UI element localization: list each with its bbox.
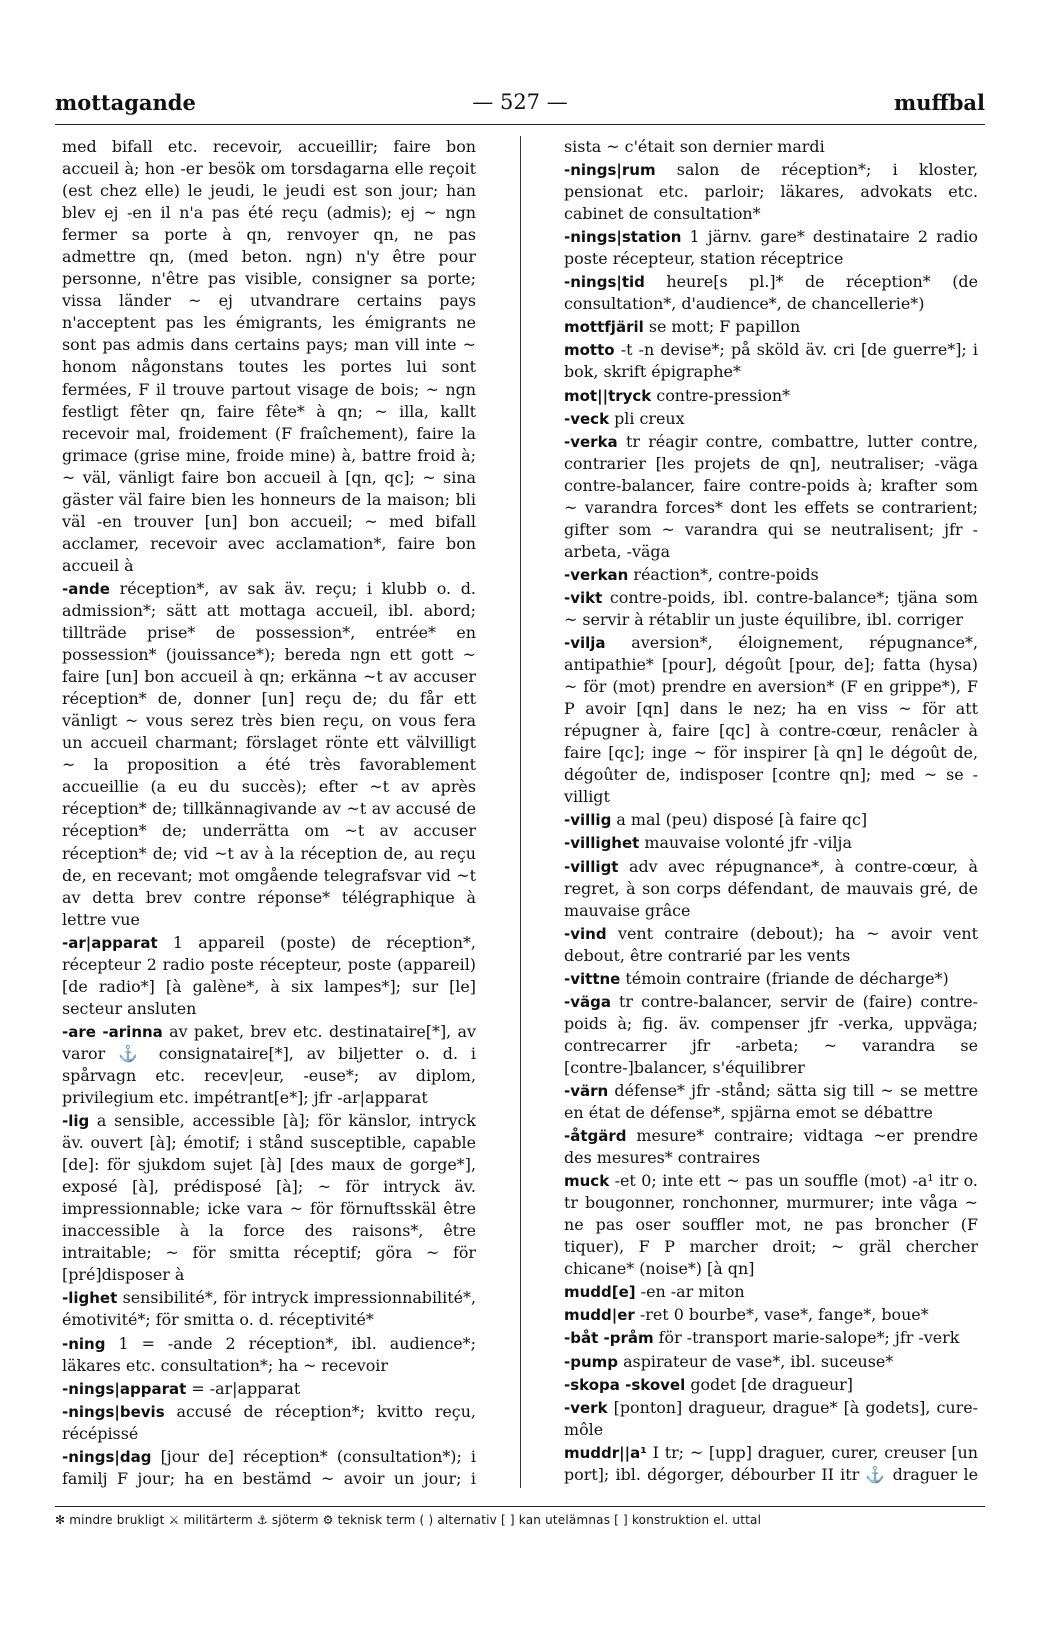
entry-headword: -villig bbox=[564, 811, 612, 830]
entry-text: réception*, av sak äv. reçu; i klubb o. d. admission*; sätt att mottaga accueil, ibl. abord; tillträde prise* de possession*, entrée* en possession* (jouissance*); bereda ngn ett gott ~ faire [un] bon accueil à qn; erkänna ~t av accuser réception* de, donner [un] reçu de; du får ett vänligt ~ vous serez très bien reçu, on vous fera un accueil charmant; förslaget rönte ett välvilligt ~ la proposition a été très favorablement accueillie (a eu du succès); efter ~t av après réception* de; tillkännagivande av ~t av accusé de réception* de; underrätta om ~t av accuser réception* de; vid ~t av à la réception de, au reçu de, en recevant; mot omgående telegrafsvar vid ~t av detta brev contre réponse* télégraphique à lettre vue bbox=[62, 578, 476, 929]
entry-text: I tr; ~ [upp] draguer, curer, creuser [un port]; ibl. dégorger, débourber II itr ⚓ draguer le bbox=[564, 1442, 978, 1484]
dictionary-entry bbox=[564, 159, 978, 225]
entry-headword: mudd|er bbox=[564, 1306, 635, 1325]
dictionary-entry bbox=[62, 1021, 476, 1109]
entry-text: sensibilité*, för intryck impressionnabilité*, émotivité*; för smitta o. d. réceptivité* bbox=[62, 1288, 476, 1330]
entry-text: a mal (peu) disposé [à faire qc] bbox=[616, 810, 868, 830]
dictionary-entry bbox=[62, 1287, 476, 1331]
entry-text: aversion*, éloignement, répugnance*, antipathie* [pour], dégoût [pour, de]; fatta (hysa) ~ för (mot) prendre en aversion* (F en grippe*), F P avoir [qn] dans le nez; ha en viss ~ för att répugner à, faire [qc] à contre-cœur, renâcler à faire [qc]; inge ~ för inspirer [à qn] le dégoût de, dégoûter de, indisposer [contre qn]; med ~ se -villigt bbox=[564, 633, 978, 807]
entry-text: tr contre-balancer, servir de (faire) contre-poids à; fig. äv. compenser jfr -verka, uppväga; contrecarrer jfr -arbeta; ~ varandra se [contre-]balancer, s'équilibrer bbox=[564, 991, 978, 1077]
dictionary-entry bbox=[564, 587, 978, 631]
dictionary-entry bbox=[564, 271, 978, 315]
dictionary-entry bbox=[564, 408, 978, 430]
entry-headword: -villighet bbox=[564, 834, 640, 853]
entry-headword: -båt -pråm bbox=[564, 1329, 654, 1348]
dictionary-entry bbox=[564, 1351, 978, 1373]
entry-text: 1 järnv. gare* destinataire 2 radio poste récepteur, station réceptrice bbox=[564, 227, 978, 269]
entry-text: adv avec répugnance*, à contre-cœur, à regret, à son corps défendant, de mauvais gré, de mauvaise grâce bbox=[564, 856, 978, 920]
entry-text: 1 = -ande 2 réception*, ibl. audience*; läkares etc. consultation*; ha ~ recevoir bbox=[62, 1333, 476, 1375]
dictionary-entry bbox=[564, 1327, 978, 1349]
dictionary-entry bbox=[564, 1281, 978, 1303]
entry-text: [ponton] dragueur, drague* [à godets], cure-môle bbox=[564, 1397, 978, 1439]
dictionary-entry bbox=[564, 339, 978, 383]
dictionary-entry bbox=[564, 809, 978, 831]
entry-text: mauvaise volonté jfr -vilja bbox=[644, 833, 852, 853]
entry-text: mesure* contraire; vidtaga ~er prendre des mesures* contraires bbox=[564, 1126, 978, 1168]
entry-headword: motto bbox=[564, 341, 615, 360]
entry-headword: -nings|rum bbox=[564, 161, 656, 180]
entry-text: för -transport marie-salope*; jfr -verk bbox=[658, 1328, 960, 1348]
entry-text: a sensible, accessible [à]; för känslor, intryck äv. ouvert [à]; émotif; i stånd susceptible, capable [de]: för sjukdom sujet [à] [des maux de gorge*], exposé [à], prédisposé [à]; ~ för intryck äv. impressionnable; icke vara ~ för förnuftsskäl être inaccessible à la force des raisons*, être intraitable; ~ för smitta réceptif; göra ~ för [pré]disposer à bbox=[62, 1111, 476, 1285]
entry-headword: muddr||a¹ bbox=[564, 1443, 647, 1462]
entry-text: témoin contraire (friande de décharge*) bbox=[625, 968, 949, 988]
dictionary-entry bbox=[564, 564, 978, 586]
entry-text: accusé de réception*; kvitto reçu, récépissé bbox=[62, 1401, 476, 1443]
entry-text: -en -ar miton bbox=[640, 1282, 745, 1302]
dictionary-entry bbox=[564, 968, 978, 990]
entry-text: av paket, brev etc. destinataire[*], av varor ⚓ consignataire[*], av biljetter o. d. i spårvagn etc. recev|eur, -euse*; av diplom, privilegium etc. impétrant[e*]; jfr -ar|apparat bbox=[62, 1021, 476, 1108]
dictionary-entry bbox=[564, 226, 978, 270]
dictionary-entry bbox=[564, 856, 978, 922]
entry-headword: -ande bbox=[62, 579, 110, 598]
entry-headword: -vittne bbox=[564, 969, 621, 988]
dictionary-entry bbox=[564, 1125, 978, 1169]
entry-text: pli creux bbox=[614, 408, 685, 428]
dictionary-entry bbox=[62, 1401, 476, 1445]
entry-text: heure[s pl.]* de réception* (de consultation*, d'audience*, de chancellerie*) bbox=[564, 272, 978, 314]
dictionary-entry bbox=[564, 431, 978, 563]
entry-text: = -ar|apparat bbox=[191, 1378, 301, 1398]
entry-headword: -åtgärd bbox=[564, 1127, 627, 1146]
entry-text: salon de réception*; i kloster, pensionat etc. parloir; läkares, advokats etc. cabinet de consultation* bbox=[564, 160, 978, 224]
entry-headword: -vind bbox=[564, 924, 607, 943]
entry-headword: -väga bbox=[564, 992, 611, 1011]
entry-text: défense* jfr -stånd; sätta sig till ~ se mettre en état de défense*, spjärna emot se débattre bbox=[564, 1080, 978, 1123]
dictionary-entry bbox=[564, 632, 978, 808]
entry-text: sista ~ c'était son dernier mardi bbox=[564, 137, 825, 156]
column-divider bbox=[520, 136, 521, 1488]
dictionary-entry bbox=[564, 1397, 978, 1441]
dictionary-entry bbox=[62, 932, 476, 1020]
entry-headword: -värn bbox=[564, 1081, 609, 1100]
page-number: — 527 — bbox=[472, 90, 568, 114]
entry-headword: -verk bbox=[564, 1398, 608, 1417]
dictionary-entry bbox=[62, 1378, 476, 1400]
dictionary-entry bbox=[62, 1446, 476, 1488]
entry-text: tr réagir contre, combattre, lutter contre, contrarier [les projets de qn], neutraliser; -väga contre-balancer, faire contre-poids à; krafter som ~ varandra forces* dont les effets se contrarient; gifter som ~ varandra qui se neutralisent; jfr -arbeta, -väga bbox=[564, 431, 978, 561]
dictionary-entry bbox=[62, 1110, 476, 1286]
entry-text: réaction*, contre-poids bbox=[633, 564, 819, 584]
dictionary-columns bbox=[62, 136, 978, 1488]
page-header bbox=[55, 88, 985, 125]
left-column bbox=[62, 136, 476, 1488]
entry-text: se mott; F papillon bbox=[648, 317, 801, 337]
entry-headword: -nings|dag bbox=[62, 1447, 152, 1466]
dictionary-entry bbox=[564, 1170, 978, 1280]
dictionary-entry bbox=[564, 1442, 978, 1488]
entry-headword: -lig bbox=[62, 1112, 90, 1131]
entry-headword: -pump bbox=[564, 1352, 619, 1371]
entry-headword: -verkan bbox=[564, 565, 629, 584]
dictionary-entry bbox=[62, 1333, 476, 1377]
entry-headword: -villigt bbox=[564, 857, 619, 876]
dictionary-entry bbox=[564, 385, 978, 407]
entry-headword: -vikt bbox=[564, 588, 603, 607]
entry-headword: mot||tryck bbox=[564, 386, 652, 405]
dictionary-entry bbox=[564, 832, 978, 854]
entry-text: -t -n devise*; på sköld äv. cri [de guerre*]; i bok, skrift épigraphe* bbox=[564, 340, 978, 382]
entry-text: godet [de dragueur] bbox=[690, 1374, 853, 1394]
entry-headword: -ar|apparat bbox=[62, 933, 158, 952]
entry-headword: -nings|apparat bbox=[62, 1379, 187, 1398]
dictionary-entry bbox=[564, 923, 978, 967]
entry-text: -ret 0 bourbe*, vase*, fange*, boue* bbox=[639, 1305, 929, 1325]
running-head-right: muffbal bbox=[894, 90, 985, 115]
entry-headword: -lighet bbox=[62, 1289, 118, 1308]
right-column bbox=[564, 136, 978, 1488]
entry-text: med bifall etc. recevoir, accueillir; faire bon accueil à; hon -er besök om torsdagarna elle reçoit (est chez elle) le jeudi, le jeudi est son jour; han blev ej -en il n'a pas été reçu (admis); ej ~ ngn fermer sa porte à qn, renvoyer qn, ne pas admettre qn, (med beton. ngn) n'y être pour personne, n'être pas visible, consigner sa porte; vissa länder ~ ej utvandrare certains pays n'acceptent pas les émigrants, les émigrants ne sont pas admis dans certains pays; man vill inte ~ honom någonstans toutes les portes lui sont fermées, F il trouve partout visage de bois; ~ ngn festligt fêter qn, faire fête* à qn; ~ illa, kallt recevoir mal, froidement (F fraîchement), faire la grimace (grise mine, froide mine) à, battre froid à; ~ väl, vänligt faire bon accueil à [qn, qc]; ~ sina gäster väl faire bien les honneurs de la maison; bli väl -en trouver [un] bon accueil; ~ med bifall acclamer, recevoir avec acclamation*, faire bon accueil à bbox=[62, 137, 476, 575]
entry-headword: -verka bbox=[564, 432, 618, 451]
dictionary-entry bbox=[564, 1304, 978, 1326]
entry-headword: muck bbox=[564, 1172, 610, 1191]
dictionary-entry bbox=[62, 578, 476, 931]
entry-text: contre-pression* bbox=[656, 385, 791, 405]
entry-text: aspirateur de vase*, ibl. suceuse* bbox=[623, 1351, 894, 1371]
entry-text: -et 0; inte ett ~ pas un souffle (mot) -a¹ itr o. tr bougonner, ronchonner, murmurer; inte våga ~ ne pas oser souffler mot, ne pas broncher (F tiquer), F P marcher droit; ~ gräl chercher chicane* (noise*) [à qn] bbox=[564, 1171, 978, 1279]
running-head-left: mottagande bbox=[55, 90, 196, 115]
dictionary-entry bbox=[564, 316, 978, 338]
legend-footer: ✻ mindre brukligt ⚔ militärterm ⚓ sjöterm ⚙ teknisk term ( ) alternativ [ ] kan utelämnas [ ] konstruktion el. uttal bbox=[55, 1506, 985, 1527]
entry-headword: -nings|bevis bbox=[62, 1402, 165, 1421]
dictionary-entry bbox=[564, 136, 978, 158]
entry-headword: mottfjäril bbox=[564, 318, 644, 337]
dictionary-entry bbox=[62, 136, 476, 577]
entry-headword: -nings|tid bbox=[564, 273, 645, 292]
entry-headword: -vilja bbox=[564, 634, 606, 653]
entry-headword: -are -arinna bbox=[62, 1022, 163, 1041]
entry-headword: -nings|station bbox=[564, 228, 682, 247]
entry-headword: -skopa -skovel bbox=[564, 1375, 686, 1394]
entry-text: vent contraire (debout); ha ~ avoir vent debout, être contrarié par les vents bbox=[564, 923, 978, 965]
dictionary-entry bbox=[564, 1080, 978, 1124]
entry-headword: -ning bbox=[62, 1334, 106, 1353]
entry-headword: -veck bbox=[564, 409, 610, 428]
entry-text: 1 appareil (poste) de réception*, récepteur 2 radio poste récepteur, poste (appareil) [de radio*] [à galène*, à six lampes*]; sur [le] secteur ansluten bbox=[62, 932, 476, 1018]
dictionary-entry bbox=[564, 991, 978, 1079]
entry-text: contre-poids, ibl. contre-balance*; tjäna som ~ servir à rétablir un juste équilibre, ibl. corriger bbox=[564, 587, 978, 629]
entry-headword: mudd[e] bbox=[564, 1283, 636, 1302]
entry-text: [jour de] réception* (consultation*); i familj F jour; ha en bestämd ~ avoir un jour; i bbox=[62, 1446, 476, 1488]
dictionary-entry bbox=[564, 1374, 978, 1396]
